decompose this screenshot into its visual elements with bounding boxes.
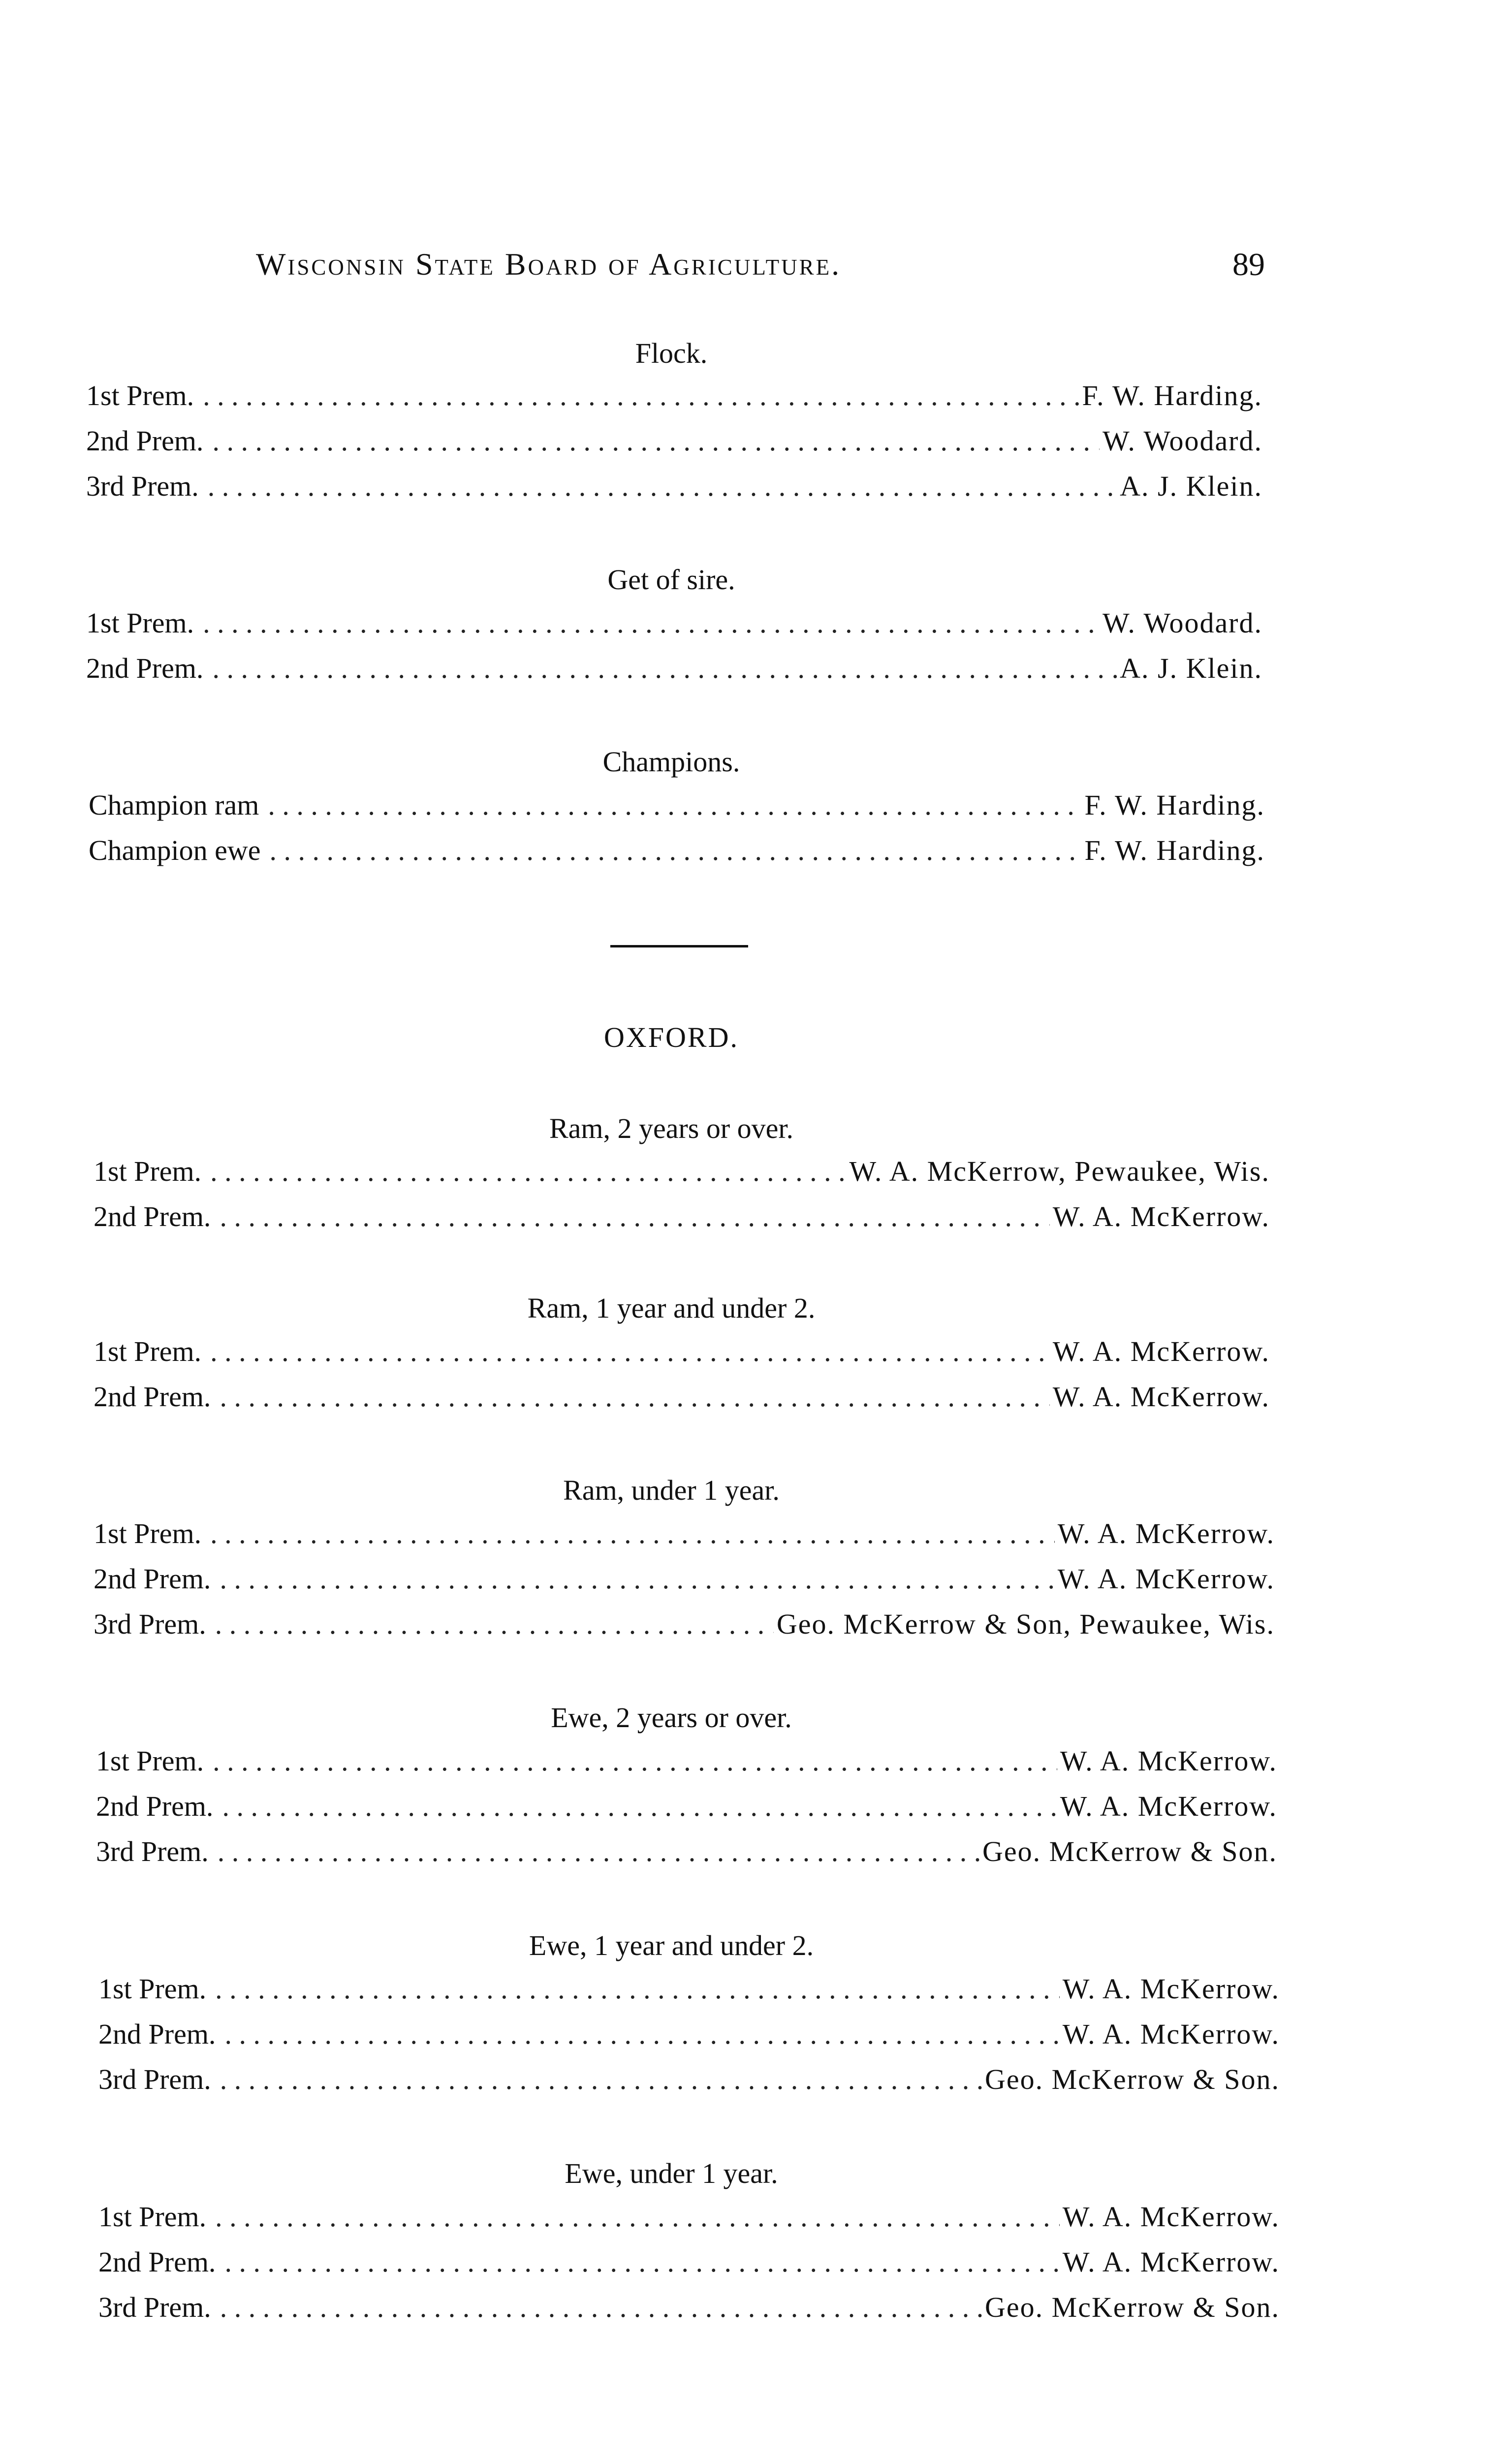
dot-leader xyxy=(220,1198,1049,1235)
winner-name: W. A. McKerrow. xyxy=(1062,2201,1280,2233)
award-row xyxy=(98,2061,1280,2098)
award-row xyxy=(98,2289,1280,2326)
class-heading: Ram, 2 years or over. xyxy=(549,1112,794,1144)
dot-leader xyxy=(270,832,1082,869)
dot-leader xyxy=(268,787,1081,824)
premium-label: 3rd Prem. xyxy=(98,2291,211,2323)
award-row xyxy=(94,1560,1275,1598)
premium-label: 1st Prem. xyxy=(94,1155,202,1187)
award-row xyxy=(98,2243,1280,2281)
premium-label: 3rd Prem. xyxy=(86,470,199,502)
dot-leader xyxy=(213,1742,1057,1780)
premium-label: 2nd Prem. xyxy=(98,2018,216,2050)
dot-leader xyxy=(210,1153,846,1190)
premium-label: 2nd Prem. xyxy=(86,652,204,684)
dot-leader xyxy=(220,2289,982,2326)
section-heading-flock: Flock. xyxy=(635,337,708,369)
award-row xyxy=(86,468,1262,505)
award-row xyxy=(86,650,1262,687)
winner-name: Geo. McKerrow & Son. xyxy=(982,1835,1277,1867)
award-row xyxy=(96,1833,1277,1870)
dot-leader xyxy=(215,1970,1060,2008)
award-row xyxy=(94,1378,1270,1416)
winner-name: A. J. Klein. xyxy=(1120,470,1262,502)
dot-leader xyxy=(210,1515,1055,1552)
premium-label: Champion ram xyxy=(89,789,259,821)
award-row xyxy=(94,1198,1270,1235)
premium-label: 2nd Prem. xyxy=(98,2246,216,2278)
dot-leader xyxy=(212,650,1117,687)
winner-name: F. W. Harding. xyxy=(1084,789,1265,821)
dot-leader xyxy=(208,468,1117,505)
award-row xyxy=(86,604,1262,642)
dot-leader xyxy=(212,422,1100,460)
winner-name: W. Woodard. xyxy=(1102,425,1262,457)
running-head-title: Wisconsin State Board of Agriculture. xyxy=(256,247,842,282)
award-row xyxy=(89,787,1265,824)
premium-label: 3rd Prem. xyxy=(98,2063,211,2095)
premium-label: 2nd Prem. xyxy=(94,1381,211,1413)
section-heading-champions: Champions. xyxy=(602,746,740,778)
premium-label: Champion ewe xyxy=(89,834,261,866)
award-row xyxy=(94,1333,1270,1370)
dot-leader xyxy=(224,2016,1059,2053)
premium-label: 2nd Prem. xyxy=(86,425,204,457)
premium-label: 3rd Prem. xyxy=(96,1835,209,1867)
dot-leader xyxy=(218,1833,979,1870)
award-row xyxy=(98,2198,1280,2236)
dot-leader xyxy=(220,1378,1049,1416)
premium-label: 1st Prem. xyxy=(96,1745,204,1777)
award-row xyxy=(86,377,1262,414)
dot-leader xyxy=(215,1606,774,1643)
class-heading: Ewe, 1 year and under 2. xyxy=(529,1929,814,1961)
dot-leader xyxy=(203,377,1079,414)
class-heading: Ram, 1 year and under 2. xyxy=(527,1292,816,1324)
breed-heading: OXFORD. xyxy=(604,1021,739,1053)
page-number: 89 xyxy=(1232,247,1265,283)
premium-label: 1st Prem. xyxy=(98,1973,207,2005)
premium-label: 1st Prem. xyxy=(94,1517,202,1549)
winner-name: W. A. McKerrow. xyxy=(1062,2246,1280,2278)
award-row xyxy=(94,1515,1275,1552)
award-row xyxy=(86,422,1262,460)
winner-name: W. A. McKerrow, Pewaukee, Wis. xyxy=(849,1155,1270,1187)
winner-name: F. W. Harding. xyxy=(1084,834,1265,866)
premium-label: 1st Prem. xyxy=(94,1335,202,1367)
premium-label: 1st Prem. xyxy=(98,2201,207,2233)
award-row xyxy=(89,832,1265,869)
class-heading: Ewe, 2 years or over. xyxy=(551,1702,792,1734)
winner-name: W. A. McKerrow. xyxy=(1052,1381,1270,1413)
award-row xyxy=(94,1153,1270,1190)
winner-name: A. J. Klein. xyxy=(1120,652,1262,684)
winner-name: W. Woodard. xyxy=(1102,607,1262,639)
winner-name: W. A. McKerrow. xyxy=(1060,1745,1277,1777)
section-divider xyxy=(610,945,748,947)
section-heading-get-of-sire: Get of sire. xyxy=(607,564,735,596)
award-row xyxy=(98,2016,1280,2053)
running-head xyxy=(256,246,1265,285)
dot-leader xyxy=(220,2061,982,2098)
winner-name: W. A. McKerrow. xyxy=(1062,1973,1280,2005)
winner-name: F. W. Harding. xyxy=(1082,379,1262,411)
winner-name: W. A. McKerrow. xyxy=(1060,1790,1277,1822)
winner-name: W. A. McKerrow. xyxy=(1052,1200,1270,1232)
class-heading: Ewe, under 1 year. xyxy=(565,2157,778,2189)
winner-name: W. A. McKerrow. xyxy=(1062,2018,1280,2050)
dot-leader xyxy=(220,1560,1054,1598)
winner-name: Geo. McKerrow & Son. xyxy=(985,2063,1280,2095)
award-row xyxy=(96,1788,1277,1825)
premium-label: 1st Prem. xyxy=(86,379,194,411)
dot-leader xyxy=(224,2243,1059,2281)
winner-name: Geo. McKerrow & Son. xyxy=(985,2291,1280,2323)
dot-leader xyxy=(203,604,1100,642)
dot-leader xyxy=(222,1788,1057,1825)
premium-label: 3rd Prem. xyxy=(94,1608,206,1640)
winner-name: W. A. McKerrow. xyxy=(1052,1335,1270,1367)
award-row xyxy=(94,1606,1275,1643)
award-row xyxy=(98,1970,1280,2008)
award-row xyxy=(96,1742,1277,1780)
premium-label: 2nd Prem. xyxy=(94,1563,211,1595)
premium-label: 2nd Prem. xyxy=(94,1200,211,1232)
premium-label: 2nd Prem. xyxy=(96,1790,214,1822)
winner-name: Geo. McKerrow & Son, Pewaukee, Wis. xyxy=(776,1608,1275,1640)
dot-leader xyxy=(215,2198,1060,2236)
class-heading: Ram, under 1 year. xyxy=(563,1474,780,1506)
dot-leader xyxy=(210,1333,1050,1370)
winner-name: W. A. McKerrow. xyxy=(1057,1563,1275,1595)
winner-name: W. A. McKerrow. xyxy=(1057,1517,1275,1549)
premium-label: 1st Prem. xyxy=(86,607,194,639)
